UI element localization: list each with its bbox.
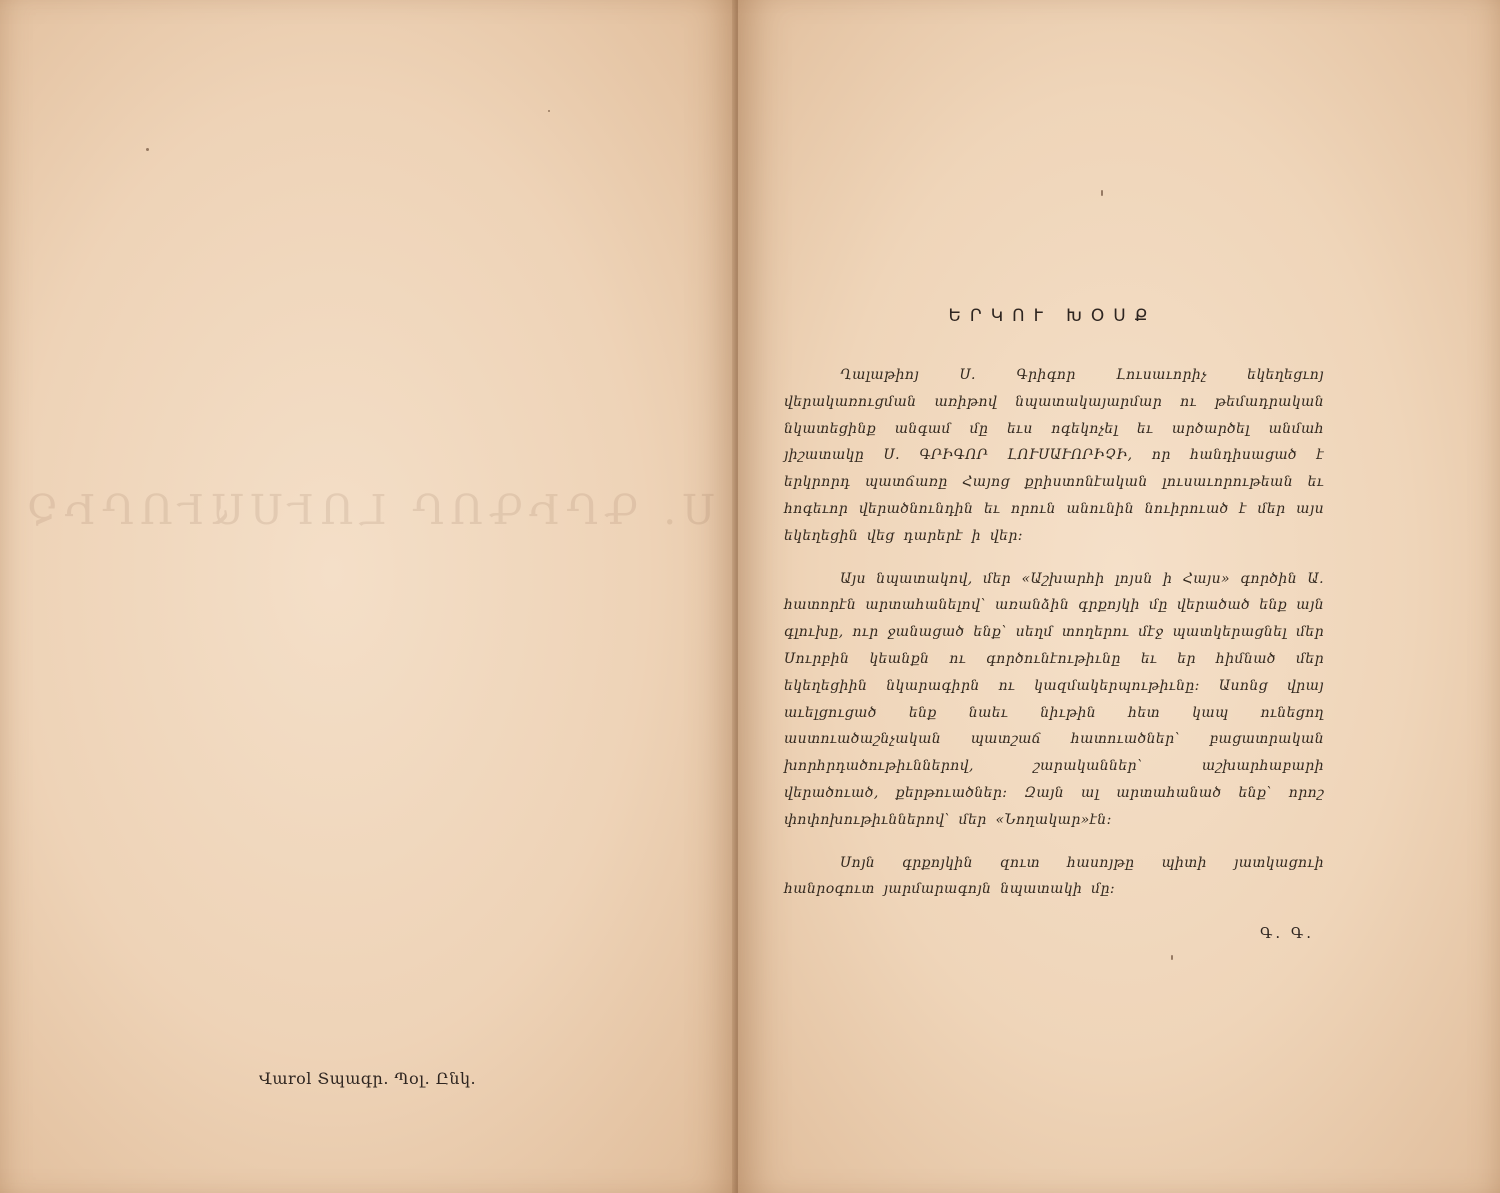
paragraph: Այս նպատակով, մեր «Աշխարհի լոյսն ի Հայս» գործին Ա. հատորէն արտահանելով՝ առանձին գրքոյկի մը վերածած ենք այն գլուխը, ուր ջանացած ենք՝ սեղմ տողերու մէջ պատկերացնել մեր Սուրբին կեանքն ու գործունէութիւնը եւ եր հիմնած մեր եկեղեցիին նկարագիրն ու կազմակերպութիւնը: Ասոնց վրայ աւելցուցած ենք նաեւ նիւթին հետ կապ ունեցող աստուածաշնչական պատշաճ հատուածներ՝ բացատրական խորհրդածութիւններով, շարականներ՝ աշխարհաբարի վերածուած, քերթուածներ: Զայն ալ արտահանած ենք՝ որոշ փոփոխութիւններով՝ մեր «Նողակար»էն: [784, 570, 1324, 828]
printer-imprint: Վաrol Տպագր. Պօլ. Ընկ. [259, 1069, 477, 1088]
preface-body [784, 362, 1324, 919]
paragraph: Ղալաթիոյ Ս. Գրիգոր Լուսաւորիչ եկեղեցւոյ վերակառուցման առիթով նպատակայարմար ու թեմադրական նկատեցինք անգամ մը եւս ոգեկոչել եւ արծարծել անմահ յիշատակը Ս. ԳՐԻԳՈՐ ԼՈՒՍԱՒՈՐԻՉԻ, որ հանդիսացած է երկրորդ պատճառը Հայոց քրիստոնէական լուսաւորութեան եւ հոգեւոր վերածնունդին եւ որուն անունին նուիրուած է մեր այս եկեղեցին վեց դարերէ ի վեր: [784, 367, 1324, 544]
author-signature: Գ. Գ. [1260, 924, 1315, 942]
paper-speck [146, 148, 149, 151]
left-page [0, 0, 738, 1193]
page-heading: ԵՐԿՈՒ ԽՕՍՔ [948, 306, 1157, 326]
paper-speck [1171, 955, 1173, 960]
paragraph: Սոյն գրքոյկին զուտ հասոյթը պիտի յատկացուի հանրօգուտ յարմարագոյն նպատակի մը: [784, 854, 1324, 898]
bleed-through-title: Ս. ԳՐԻԳՈՐ ԼՈՒՍԱՒՈՐԻՉ [20, 486, 715, 534]
paper-speck [1101, 190, 1103, 196]
paper-speck [548, 110, 550, 112]
